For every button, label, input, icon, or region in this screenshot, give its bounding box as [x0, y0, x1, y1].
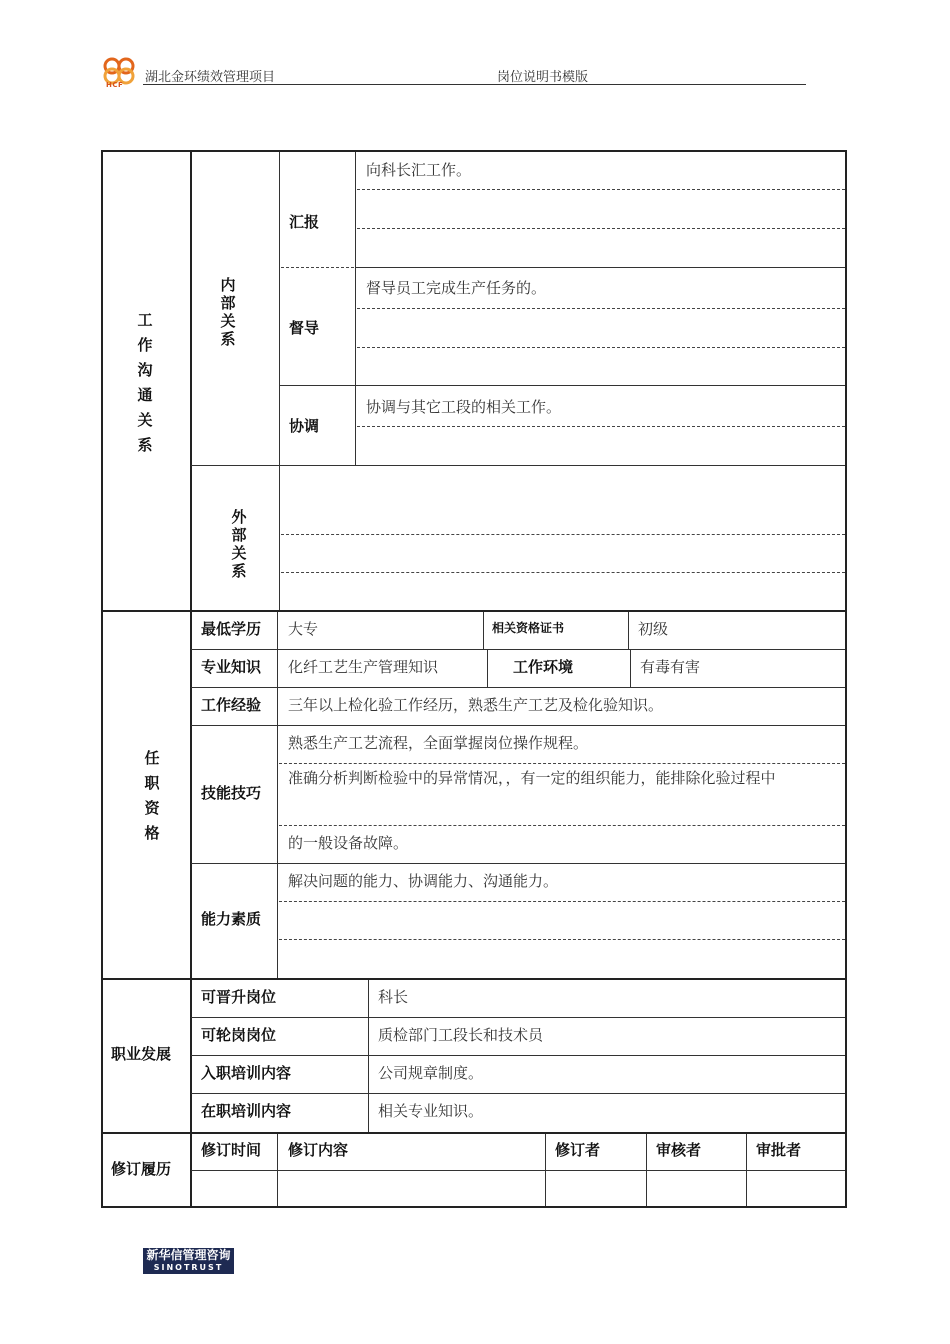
column-divider	[746, 1134, 747, 1206]
supervise-label: 督导	[289, 319, 320, 337]
skills-line-3: 的一般设备故障。	[288, 834, 409, 852]
section-divider	[103, 610, 845, 612]
revision-header-approver: 审批者	[756, 1141, 802, 1159]
section-label-revision: 修订履历	[111, 1160, 172, 1178]
column-divider	[646, 1134, 647, 1206]
section-label-qualification: 任职资格	[144, 749, 160, 842]
promotion-value: 科长	[378, 988, 409, 1006]
row-divider	[356, 267, 845, 268]
row-divider	[191, 687, 845, 688]
onjob-value: 相关专业知识。	[378, 1102, 484, 1120]
dash-line	[357, 347, 845, 348]
education-value: 大专	[288, 620, 319, 638]
knowledge-value: 化纤工艺生产管理知识	[288, 658, 439, 676]
column-divider	[628, 612, 629, 649]
logo-caption: HCF	[106, 81, 124, 89]
column-divider	[277, 612, 278, 978]
environment-value: 有毒有害	[640, 658, 701, 676]
dash-line	[357, 308, 845, 309]
external-relations-label: 外部关系	[231, 508, 247, 580]
ability-value: 解决问题的能力、协调能力、沟通能力。	[288, 872, 559, 890]
row-divider	[191, 1055, 845, 1056]
skills-label: 技能技巧	[201, 784, 262, 802]
promotion-label: 可晋升岗位	[201, 988, 277, 1006]
experience-value: 三年以上检化验工作经历，熟悉生产工艺及检化验知识。	[288, 696, 664, 714]
column-divider	[483, 612, 484, 649]
education-label: 最低学历	[201, 620, 262, 638]
sinotrust-logo-en: SINOTRUST	[153, 1263, 224, 1272]
row-divider	[191, 465, 845, 466]
certificate-label: 相关资格证书	[492, 621, 565, 635]
sinotrust-logo-cn: 新华信管理咨询	[146, 1248, 231, 1262]
section-divider	[103, 1132, 845, 1134]
row-divider	[191, 725, 845, 726]
report-text: 向科长汇工作。	[366, 161, 472, 179]
dash-line	[279, 763, 845, 764]
rotation-label: 可轮岗岗位	[201, 1026, 277, 1044]
onboarding-value: 公司规章制度。	[378, 1064, 484, 1082]
project-title: 湖北金环绩效管理项目	[145, 70, 276, 85]
section-label-communication: 工作沟通关系	[137, 311, 153, 454]
coordinate-label: 协调	[289, 417, 320, 435]
skills-line-1: 熟悉生产工艺流程，全面掌握岗位操作规程。	[288, 734, 589, 752]
certificate-value: 初级	[638, 620, 669, 638]
dash-line	[279, 825, 845, 826]
dash-line	[357, 228, 845, 229]
dash-line	[281, 534, 845, 535]
experience-label: 工作经验	[201, 696, 262, 714]
row-divider	[280, 385, 845, 386]
header-rule	[143, 84, 806, 85]
column-divider	[355, 152, 356, 466]
row-divider	[191, 863, 845, 864]
onboarding-label: 入职培训内容	[201, 1064, 292, 1082]
column-divider	[630, 650, 631, 687]
dash-line	[281, 267, 354, 268]
internal-relations-label: 内部关系	[220, 276, 236, 348]
row-divider	[191, 649, 845, 650]
coordinate-text: 协调与其它工段的相关工作。	[366, 398, 562, 416]
section-divider	[103, 978, 845, 980]
column-divider	[368, 980, 369, 1132]
skills-line-2: 准确分析判断检验中的异常情况，，有一定的组织能力，能排除化验过程中	[288, 769, 776, 787]
column-divider	[190, 152, 192, 1206]
knowledge-label: 专业知识	[201, 658, 262, 676]
row-divider	[191, 1093, 845, 1094]
dash-line	[279, 939, 845, 940]
report-label: 汇报	[289, 213, 320, 231]
dash-line	[357, 189, 845, 190]
rotation-value: 质检部门工段长和技术员	[378, 1026, 544, 1044]
environment-label: 工作环境	[513, 658, 574, 676]
revision-header-reviser: 修订者	[555, 1141, 601, 1159]
ability-label: 能力素质	[201, 910, 262, 928]
section-label-career: 职业发展	[111, 1045, 172, 1063]
document-title: 岗位说明书模版	[497, 70, 589, 85]
onjob-label: 在职培训内容	[201, 1102, 292, 1120]
supervise-text: 督导员工完成生产任务的。	[366, 279, 547, 297]
column-divider	[277, 1134, 278, 1206]
dash-line	[281, 572, 845, 573]
revision-header-reviewer: 审核者	[656, 1141, 702, 1159]
column-divider	[279, 152, 280, 610]
dash-line	[279, 901, 845, 902]
dash-line	[357, 426, 845, 427]
revision-header-time: 修订时间	[201, 1141, 262, 1159]
column-divider	[487, 650, 488, 687]
row-divider	[191, 1017, 845, 1018]
column-divider	[545, 1134, 546, 1206]
revision-header-content: 修订内容	[288, 1141, 349, 1159]
